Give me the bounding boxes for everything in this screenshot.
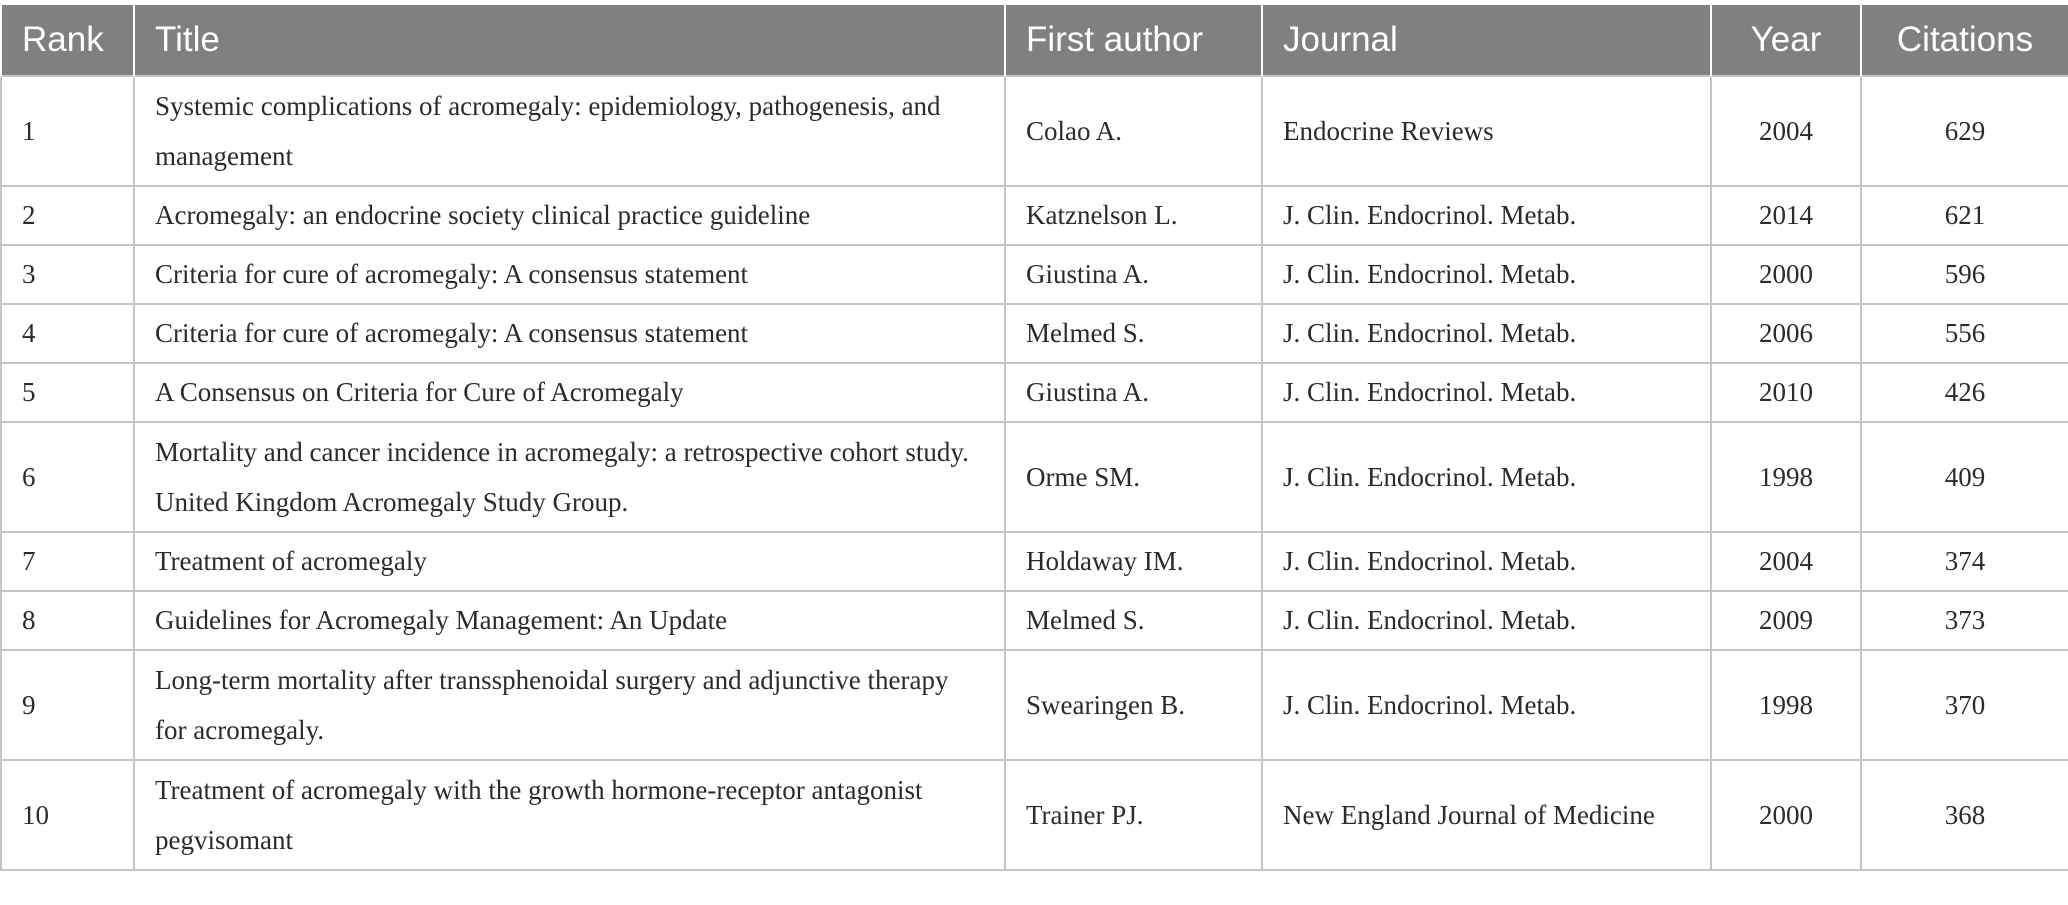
cell-citations: 596: [1861, 245, 2068, 304]
cell-rank: 1: [1, 76, 134, 186]
cell-journal: New England Journal of Medicine: [1262, 760, 1711, 870]
cell-first-author: Katznelson L.: [1005, 186, 1262, 245]
cell-year: 2014: [1711, 186, 1861, 245]
cell-first-author: Giustina A.: [1005, 245, 1262, 304]
cell-rank: 3: [1, 245, 134, 304]
cell-rank: 8: [1, 591, 134, 650]
cell-rank: 9: [1, 650, 134, 760]
cell-citations: 409: [1861, 422, 2068, 532]
cell-journal: Endocrine Reviews: [1262, 76, 1711, 186]
cell-title: Treatment of acromegaly with the growth hormone-receptor antagonist pegvisomant: [134, 760, 1005, 870]
cell-citations: 368: [1861, 760, 2068, 870]
cell-year: 2000: [1711, 760, 1861, 870]
cell-first-author: Holdaway IM.: [1005, 532, 1262, 591]
cell-year: 1998: [1711, 422, 1861, 532]
header-first-author: First author: [1005, 3, 1262, 77]
cell-year: 2004: [1711, 76, 1861, 186]
cell-rank: 7: [1, 532, 134, 591]
cell-title: Systemic complications of acromegaly: epidemiology, pathogenesis, and management: [134, 76, 1005, 186]
table-row: [1, 363, 2068, 422]
cell-year: 2009: [1711, 591, 1861, 650]
table-row: [1, 760, 2068, 870]
cell-rank: 6: [1, 422, 134, 532]
cell-title: Treatment of acromegaly: [134, 532, 1005, 591]
cell-journal: J. Clin. Endocrinol. Metab.: [1262, 245, 1711, 304]
cell-first-author: Giustina A.: [1005, 363, 1262, 422]
cell-journal: J. Clin. Endocrinol. Metab.: [1262, 186, 1711, 245]
table-body: [1, 76, 2068, 870]
header-rank: Rank: [1, 3, 134, 77]
cell-journal: J. Clin. Endocrinol. Metab.: [1262, 532, 1711, 591]
cell-year: 1998: [1711, 650, 1861, 760]
cell-first-author: Trainer PJ.: [1005, 760, 1262, 870]
cell-title: Mortality and cancer incidence in acromegaly: a retrospective cohort study. United Kingdom Acromegaly Study Group.: [134, 422, 1005, 532]
header-row: [1, 3, 2068, 77]
table-row: [1, 186, 2068, 245]
cell-first-author: Swearingen B.: [1005, 650, 1262, 760]
table-row: [1, 422, 2068, 532]
cell-journal: J. Clin. Endocrinol. Metab.: [1262, 422, 1711, 532]
header-journal: Journal: [1262, 3, 1711, 77]
table-row: [1, 304, 2068, 363]
cell-journal: J. Clin. Endocrinol. Metab.: [1262, 591, 1711, 650]
header-year: Year: [1711, 3, 1861, 77]
cell-rank: 10: [1, 760, 134, 870]
table-row: [1, 650, 2068, 760]
cell-year: 2000: [1711, 245, 1861, 304]
cell-journal: J. Clin. Endocrinol. Metab.: [1262, 363, 1711, 422]
header-title: Title: [134, 3, 1005, 77]
cell-citations: 621: [1861, 186, 2068, 245]
cell-citations: 373: [1861, 591, 2068, 650]
cell-journal: J. Clin. Endocrinol. Metab.: [1262, 304, 1711, 363]
cell-title: Criteria for cure of acromegaly: A consensus statement: [134, 304, 1005, 363]
cell-citations: 629: [1861, 76, 2068, 186]
cell-first-author: Melmed S.: [1005, 304, 1262, 363]
cell-first-author: Melmed S.: [1005, 591, 1262, 650]
cell-title: Criteria for cure of acromegaly: A consensus statement: [134, 245, 1005, 304]
cell-first-author: Colao A.: [1005, 76, 1262, 186]
header-citations: Citations: [1861, 3, 2068, 77]
cell-year: 2010: [1711, 363, 1861, 422]
table-header: [1, 3, 2068, 77]
cell-rank: 4: [1, 304, 134, 363]
table-row: [1, 76, 2068, 186]
cell-first-author: Orme SM.: [1005, 422, 1262, 532]
table-row: [1, 591, 2068, 650]
cell-title: Long-term mortality after transsphenoidal surgery and adjunctive therapy for acromegaly.: [134, 650, 1005, 760]
cell-citations: 556: [1861, 304, 2068, 363]
cell-title: Guidelines for Acromegaly Management: An Update: [134, 591, 1005, 650]
cell-citations: 370: [1861, 650, 2068, 760]
cell-year: 2006: [1711, 304, 1861, 363]
cell-journal: J. Clin. Endocrinol. Metab.: [1262, 650, 1711, 760]
cell-rank: 5: [1, 363, 134, 422]
cell-citations: 374: [1861, 532, 2068, 591]
table-row: [1, 245, 2068, 304]
cell-rank: 2: [1, 186, 134, 245]
cell-title: A Consensus on Criteria for Cure of Acromegaly: [134, 363, 1005, 422]
cell-title: Acromegaly: an endocrine society clinical practice guideline: [134, 186, 1005, 245]
table-row: [1, 532, 2068, 591]
cell-citations: 426: [1861, 363, 2068, 422]
cell-year: 2004: [1711, 532, 1861, 591]
